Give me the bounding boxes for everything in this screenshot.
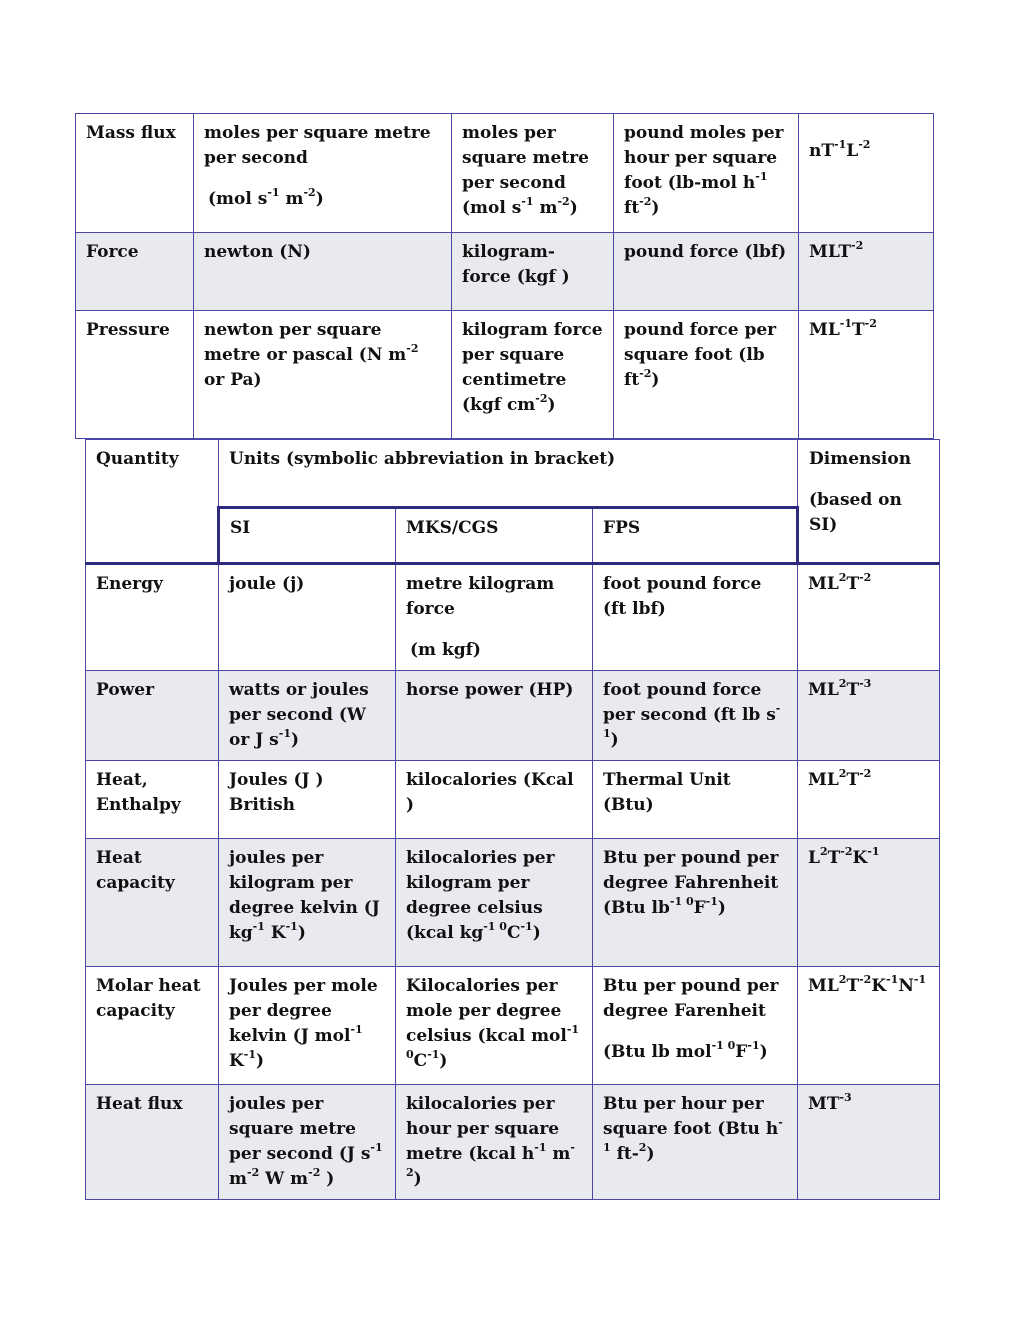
table-row [76, 311, 934, 439]
fps-cell: Thermal Unit (Btu) [593, 761, 798, 839]
mks-cell: kilocalories per hour per square metre (kcal $h^{-1}$ $m^{-2}$) [396, 1085, 593, 1200]
table-row [86, 967, 940, 1085]
dimension-cell: $L^2T^{-2}K^{-1}$ [798, 839, 940, 967]
si-text: moles per square metre per second [204, 123, 431, 168]
table-row [86, 1085, 940, 1200]
fps-cell: pound force (lbf) [614, 233, 799, 311]
dimension-cell: $ML^2T^{-2}$ [798, 564, 940, 671]
quantity-cell: Force [76, 233, 194, 311]
fps-cell [593, 967, 798, 1085]
dimension-text: $nT^{-1}L^{-2}$ [809, 138, 871, 161]
header-dimension-label: Dimension [809, 449, 912, 469]
header-si: SI [219, 508, 396, 564]
header-mks: MKS/CGS [396, 508, 593, 564]
header-dimension-note: (based on SI) [809, 490, 902, 535]
quantity-cell: Energy [86, 564, 219, 671]
si-cell: newton per square metre or pascal (N $m^{-2}$ or Pa) [194, 311, 452, 439]
mks-cell: kilogram-force (kgf ) [452, 233, 614, 311]
table-row [86, 564, 940, 671]
dimension-cell [799, 114, 934, 233]
fps-text: Btu per pound per degree Farenheit [603, 976, 779, 1021]
mks-symbol: (m kgf) [410, 640, 481, 660]
header-row [86, 440, 940, 508]
header-fps: FPS [593, 508, 798, 564]
fps-cell: pound moles per hour per square foot (lb-mol $h^{-1}$ $ft^{-2}$) [614, 114, 799, 233]
fps-cell: Btu per pound per degree Fahrenheit (Btu $lb^{-1 0}F^{-1}$) [593, 839, 798, 967]
table-row [86, 671, 940, 761]
si-cell: watts or joules per second (W or J $s^{-1}$) [219, 671, 396, 761]
table-row [86, 839, 940, 967]
dimension-cell: $ML^2T^{-2}K^{-1}N^{-1}$ [798, 967, 940, 1085]
mks-cell: horse power (HP) [396, 671, 593, 761]
si-cell: Joules per mole per degree kelvin (J mol$^{-1}$ $K^{-1}$) [219, 967, 396, 1085]
mks-cell: Kilocalories per mole per degree celsius (kcal $mol^{-1 0}C^{-1}$) [396, 967, 593, 1085]
table-row [76, 114, 934, 233]
quantity-cell: Mass flux [76, 114, 194, 233]
fps-cell: foot pound force per second (ft lb $s^{-1}$) [593, 671, 798, 761]
mks-text: metre kilogram force [406, 574, 555, 619]
mks-cell: kilogram force per square centimetre (kgf $cm^{-2}$) [452, 311, 614, 439]
dimension-cell: $MT^{-3}$ [798, 1085, 940, 1200]
dimension-cell: $ML^2T^{-2}$ [798, 761, 940, 839]
si-cell: joules per kilogram per degree kelvin (J $kg^{-1}$ $K^{-1}$) [219, 839, 396, 967]
units-table [85, 439, 940, 1200]
dimension-cell: $ML^2T^{-3}$ [798, 671, 940, 761]
header-units: Units (symbolic abbreviation in bracket) [219, 440, 798, 508]
si-symbol: (mol $s^{-1}$ $m^{-2}$) [208, 186, 324, 209]
si-cell [194, 114, 452, 233]
table-row [76, 233, 934, 311]
si-cell: joules per square metre per second (J $s^{-1}$ $m^{-2}$ W $m^{-2}$ ) [219, 1085, 396, 1200]
quantity-cell: Molar heat capacity [86, 967, 219, 1085]
fps-cell: foot pound force (ft lbf) [593, 564, 798, 671]
si-cell: Joules (J ) British [219, 761, 396, 839]
table-row [86, 761, 940, 839]
fps-cell: pound force per square foot (lb $ft^{-2}$) [614, 311, 799, 439]
dimension-cell: $ML^{-1}T^{-2}$ [799, 311, 934, 439]
quantity-cell: Power [86, 671, 219, 761]
mks-cell: kilocalories (Kcal ) [396, 761, 593, 839]
si-cell: newton (N) [194, 233, 452, 311]
dimension-cell: $MLT^{-2}$ [799, 233, 934, 311]
mks-cell: kilocalories per kilogram per degree celsius (kcal $kg^{-1 0}C^{-1}$) [396, 839, 593, 967]
quantity-cell: Pressure [76, 311, 194, 439]
mks-cell [396, 564, 593, 671]
quantity-cell: Heat flux [86, 1085, 219, 1200]
quantity-cell: Heat capacity [86, 839, 219, 967]
quantity-cell: Heat, Enthalpy [86, 761, 219, 839]
fps-cell: Btu per hour per square foot (Btu $h^{-1}$ ft-$^2$) [593, 1085, 798, 1200]
header-dimension [798, 440, 940, 564]
mks-cell: moles per square metre per second (mol $s^{-1}$ $m^{-2}$) [452, 114, 614, 233]
si-cell: joule (j) [219, 564, 396, 671]
header-quantity: Quantity [86, 440, 219, 564]
units-table-continued [75, 113, 934, 439]
fps-symbol: (Btu lb $mol^{-1 0}F^{-1}$) [603, 1039, 768, 1062]
